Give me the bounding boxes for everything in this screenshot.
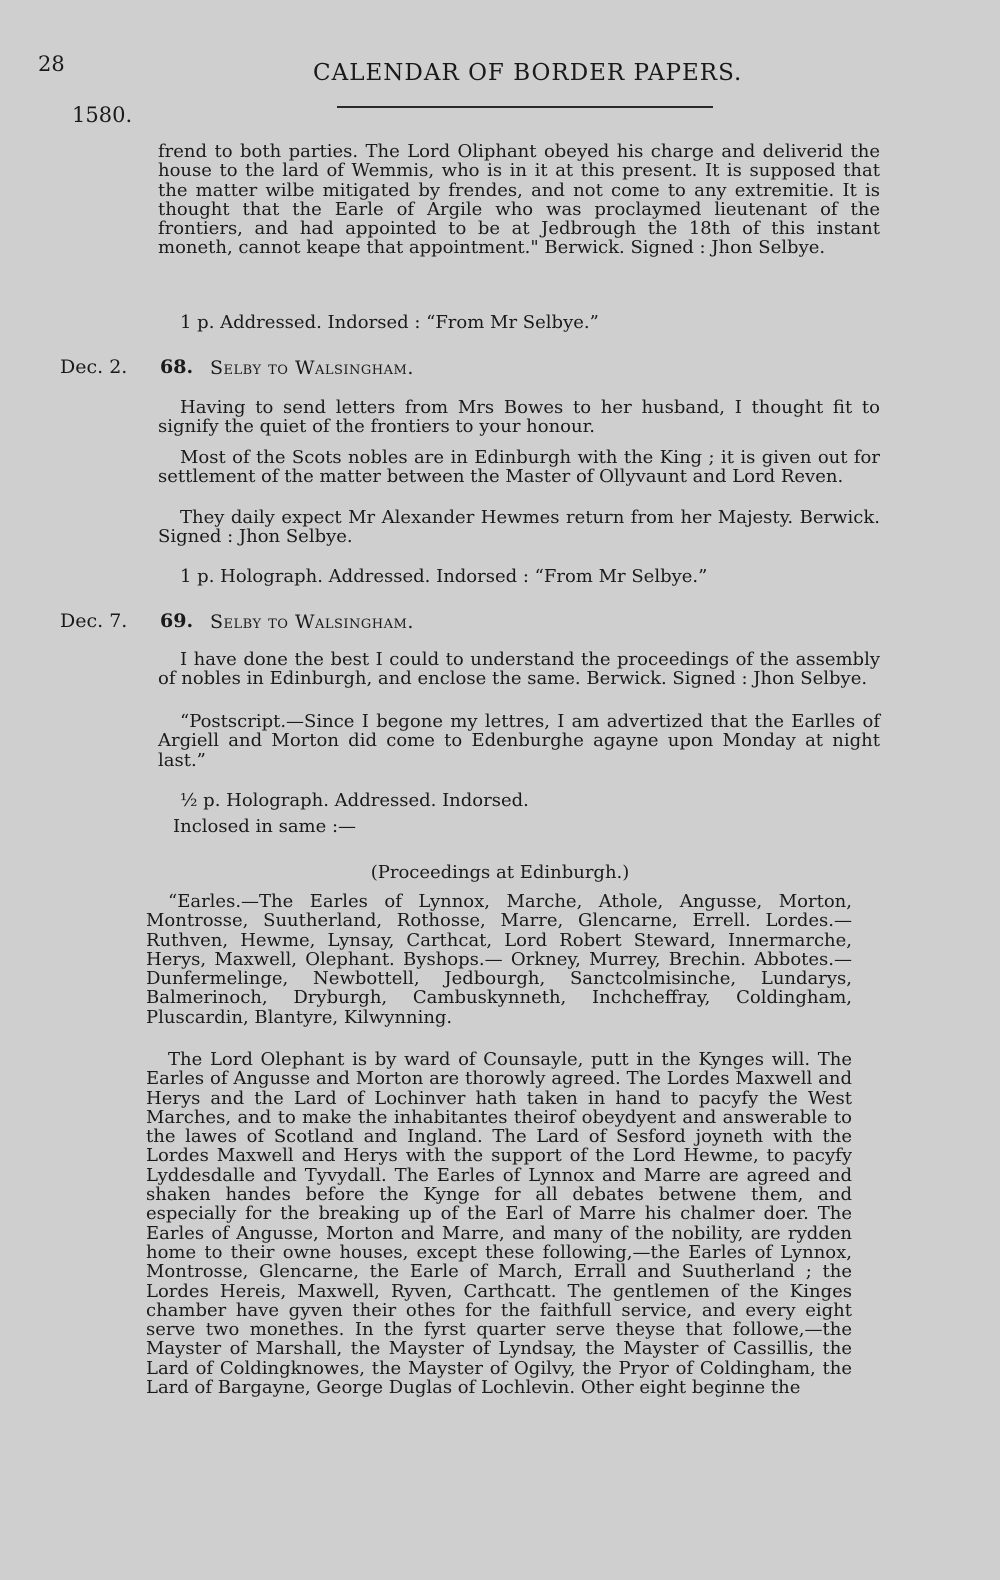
entry-69-number: 69. (160, 610, 194, 632)
entry-69-note: ½ p. Holograph. Addressed. Indorsed. (180, 790, 529, 811)
entry-69-paragraph-2: “Postscript.—Since I begone my lettres, I am advertized that the Earlles of Argiell and Morton did come to Edenburghe agayne upon Monday at night last.” (158, 711, 880, 771)
enclosed-label: Inclosed in same :— (173, 816, 357, 837)
margin-year: 1580. (72, 103, 133, 127)
enclosure-caption: (Proceedings at Edinburgh.) (370, 862, 630, 883)
entry-69-date: Dec. 7. (60, 610, 128, 632)
title-rule (337, 106, 713, 108)
entry-68-note: 1 p. Holograph. Addressed. Indorsed : “From Mr Selbye.” (180, 566, 708, 587)
entry-68-paragraph-1: Having to send letters from Mrs Bowes to her husband, I thought fit to signify the quiet of the frontiers to your honour. (158, 397, 880, 438)
entry-68-paragraph-2: Most of the Scots nobles are in Edinburgh with the King ; it is given out for settlement of the matter between the Master of Ollyvaunt and Lord Reven. (158, 447, 880, 488)
entry-68-title: Selby to Walsingham. (210, 357, 414, 379)
continuation-note: 1 p. Addressed. Indorsed : “From Mr Selbye.” (180, 312, 599, 333)
enclosure-paragraph-1: “Earles.—The Earles of Lynnox, Marche, Athole, Angusse, Morton, Montrosse, Suutherland, Rothosse, Marre, Glencarne, Errell. Lordes.—Ruthven, Hewme, Lynsay, Carthcat, Lord Robert Steward, Innermarche, Herys, Maxwell, Olephant. Byshops.— Orkney, Murrey, Brechin. Abbotes.—Dunfermelinge, Newbottell, Jedbourgh, Sanctcolmisinche, Lundarys, Balmerinoch, Dryburgh, Cambuskynneth, Inchcheffray, Coldingham, Pluscardin, Blantyre, Kilwynning. (146, 891, 852, 1028)
entry-68-date: Dec. 2. (60, 356, 128, 378)
page-number: 28 (38, 52, 65, 76)
entry-68-paragraph-3: They daily expect Mr Alexander Hewmes return from her Majesty. Berwick. Signed : Jhon Selbye. (158, 507, 880, 548)
entry-69-title: Selby to Walsingham. (210, 611, 414, 633)
entry-68-number: 68. (160, 356, 194, 378)
continuation-paragraph: frend to both parties. The Lord Oliphant obeyed his charge and deliverid the house to the lard of Wemmis, who is in it at this present. It is supposed that the matter wilbe mitigated by frendes, and not come to any extremitie. It is thought that the Earle of Argile who was proclaymed lieutenant of the frontiers, and had appointed to be at Jedbrough the 18th of this instant moneth, cannot keape that appointment." Berwick. Signed : Jhon Selbye. (158, 141, 880, 259)
entry-69-paragraph-1: I have done the best I could to understand the proceedings of the assembly of nobles in Edinburgh, and enclose the same. Berwick. Signed : Jhon Selbye. (158, 649, 880, 690)
enclosure-paragraph-2: The Lord Olephant is by ward of Counsayle, putt in the Kynges will. The Earles of Angusse and Morton are thorowly agreed. The Lordes Maxwell and Herys and the Lard of Lochinver hath taken in hand to pacyfy the West Marches, and to make the inhabitantes theirof obeydyent and answerable to the lawes of Scotland and Ingland. The Lard of Sesford joyneth with the Lordes Maxwell and Herys with the support of the Lord Hewme, to pacyfy Lyddesdalle and Tyvydall. The Earles of Lynnox and Marre are agreed and shaken handes before the Kynge for all debates betwene them, and especially for the breaking up of the Earl of Marre his chalmer doer. The Earles of Angusse, Morton and Marre, and many of the nobility, are rydden home to their owne houses, except these following,—the Earles of Lynnox, Montrosse, Glencarne, the Earle of March, Errall and Suutherland ; the Lordes Hereis, Maxwell, Ryven, Carthcatt. The gentlemen of the Kinges chamber have gyven their othes for the faithfull service, and every eight serve two monethes. In the fyrst quarter serve theyse that followe,—the Mayster of Marshall, the Mayster of Lyndsay, the Mayster of Cassillis, the Lard of Coldingknowes, the Mayster of Ogilvy, the Pryor of Coldingham, the Lard of Bargayne, George Duglas of Lochlevin. Other eight beginne the (146, 1049, 852, 1399)
running-title: CALENDAR OF BORDER PAPERS. (313, 60, 743, 86)
